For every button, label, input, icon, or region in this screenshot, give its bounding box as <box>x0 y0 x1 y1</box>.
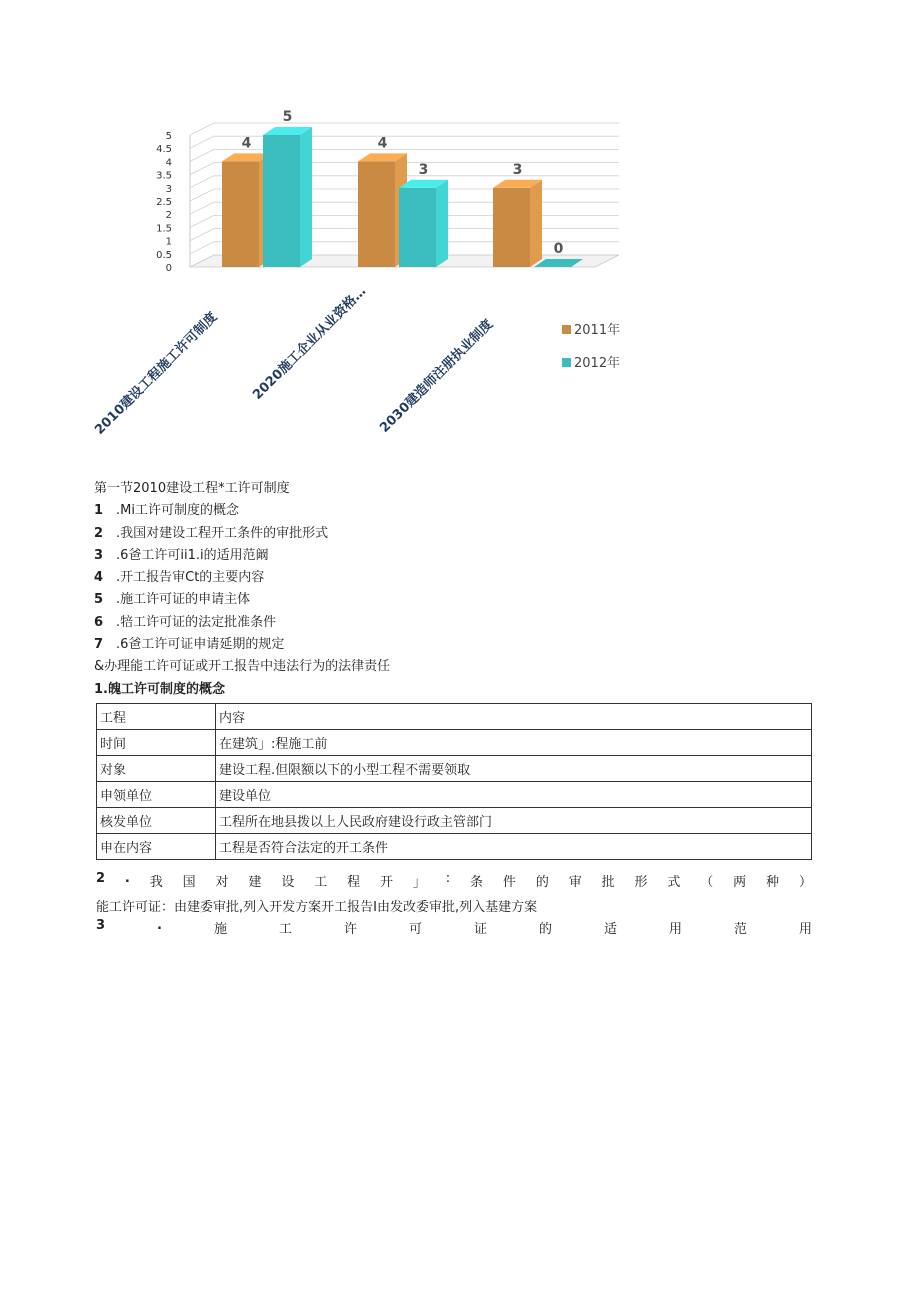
title-char: 施 <box>213 922 227 937</box>
title-char: 建 <box>248 875 262 890</box>
x-tick-label: 2020施工企业从业资格… <box>250 283 370 403</box>
data-label: 4 <box>241 135 252 152</box>
y-tick-label: 4.5 <box>156 144 172 156</box>
toc-number: 3 <box>94 547 104 563</box>
title-char: . <box>157 918 162 933</box>
bar-side <box>300 127 312 267</box>
title-char: 条 <box>470 875 484 890</box>
table-cell-content: 在建筑」:程施工前 <box>216 730 812 756</box>
toc-item <box>94 589 814 611</box>
title-char: 适 <box>603 922 617 937</box>
title-char: 」 <box>412 875 426 890</box>
toc-item <box>94 634 814 656</box>
data-label: 3 <box>418 161 429 178</box>
title-char: 3 <box>96 918 106 933</box>
title-char: 国 <box>182 875 196 890</box>
gridline <box>190 136 619 148</box>
title-char: 的 <box>535 875 549 890</box>
title-char: 对 <box>215 875 229 890</box>
title-char: 许 <box>343 922 357 937</box>
y-tick-label: 0 <box>165 263 172 274</box>
y-tick-label: 0.5 <box>156 249 172 261</box>
legend-label: 2011年 <box>574 323 621 338</box>
table-cell-item: 申在内容 <box>97 834 216 860</box>
table-row <box>97 808 812 834</box>
toc-text: .我国对建设工程开工条件的审批形式 <box>116 525 329 541</box>
table-row <box>97 834 812 860</box>
title-char: ） <box>798 875 812 890</box>
data-label: 5 <box>282 109 293 125</box>
table-row <box>97 782 812 808</box>
table-cell-content: 工程是否符合法定的开工条件 <box>216 834 812 860</box>
table-cell-item: 申领单位 <box>97 782 216 808</box>
title-char: （ <box>700 875 714 890</box>
gridline <box>190 123 619 135</box>
section-2-body: 能工许可证：由建委审批,列入开发方案开工报告I由发改委审批,列入基建方案 <box>96 900 538 915</box>
chart-legend <box>562 322 620 371</box>
toc-number: 1 <box>94 503 104 519</box>
toc-text: .6爸工许可证申请延期的规定 <box>116 637 285 653</box>
title-char: 式 <box>667 875 681 890</box>
bar <box>263 135 300 267</box>
x-axis-labels <box>92 283 497 438</box>
title-char: 用 <box>798 922 812 937</box>
title-char: 批 <box>601 875 615 890</box>
title-char: 2 <box>96 871 106 886</box>
title-char: 形 <box>634 875 648 890</box>
table-cell-item: 时间 <box>97 730 216 756</box>
data-label: 3 <box>512 161 523 178</box>
y-tick-label: 3 <box>165 183 172 195</box>
concept-table <box>96 703 812 860</box>
document-body <box>94 478 814 701</box>
bar <box>399 188 436 267</box>
title-char: 可 <box>408 922 422 937</box>
toc-number: 7 <box>94 637 104 653</box>
toc-text: .6爸工许可ii1.i的适用范阚 <box>116 547 269 563</box>
toc-item <box>94 612 814 634</box>
title-char: 程 <box>347 875 361 890</box>
title-char: 我 <box>149 875 163 890</box>
toc-text: .犃工许可证的法定批准条件 <box>116 614 277 630</box>
toc-number: 6 <box>94 614 104 630</box>
x-tick-label: 2010建设工程施工许可制度 <box>92 309 221 438</box>
toc-number: 4 <box>94 570 104 586</box>
toc-text: .施工许可证的申请主体 <box>116 592 251 608</box>
title-char: 工 <box>314 875 328 890</box>
legend-swatch <box>562 325 571 334</box>
data-label: 4 <box>377 135 388 152</box>
y-tick-label: 3.5 <box>156 170 172 182</box>
legend-swatch <box>562 358 571 367</box>
toc-number: 2 <box>94 525 104 541</box>
x-tick-label: 2030建造师注册执业制度 <box>377 316 497 436</box>
chart-bars <box>222 109 583 267</box>
bar-side <box>436 180 448 267</box>
bar-side <box>530 180 542 267</box>
toc-item-8: &办理能工许可证或开工报告中违法行为的法律责任 <box>94 659 391 675</box>
table-cell-item: 核发单位 <box>97 808 216 834</box>
title-char: 的 <box>538 922 552 937</box>
table-cell-item: 工程 <box>97 704 216 730</box>
bar <box>493 188 530 267</box>
toc-number: 5 <box>94 592 104 608</box>
y-tick-label: 4 <box>165 157 172 169</box>
toc-item <box>94 500 814 522</box>
title-char: 证 <box>473 922 487 937</box>
table-row <box>97 756 812 782</box>
toc-item <box>94 523 814 545</box>
toc-text: .Mi工许可制度的概念 <box>116 503 239 519</box>
title-char: . <box>124 871 130 886</box>
toc-list <box>94 500 814 656</box>
legend-label: 2012年 <box>574 356 621 371</box>
section-1-title: 1.魄工许可制度的概念 <box>94 681 225 697</box>
bar <box>222 161 259 267</box>
bar-chart <box>90 95 650 455</box>
y-tick-label: 1 <box>165 236 172 248</box>
bar <box>358 161 395 267</box>
section-2-title <box>96 871 812 890</box>
table-row <box>97 704 812 730</box>
title-char: : <box>445 871 451 886</box>
title-char: 种 <box>766 875 780 890</box>
title-char: 工 <box>278 922 292 937</box>
title-char: 用 <box>668 922 682 937</box>
title-char: 两 <box>733 875 747 890</box>
table-cell-content: 建设工程.但限额以下的小型工程不需要领取 <box>216 756 812 782</box>
y-axis-ticks <box>156 131 172 274</box>
title-char: 范 <box>733 922 747 937</box>
data-label: 0 <box>553 241 564 257</box>
table-cell-content: 建设单位 <box>216 782 812 808</box>
title-char: 审 <box>568 875 582 890</box>
table-cell-item: 对象 <box>97 756 216 782</box>
section-3-title <box>96 918 812 937</box>
y-tick-label: 5 <box>165 131 172 142</box>
y-tick-label: 2 <box>165 210 172 222</box>
table-cell-content: 内容 <box>216 704 812 730</box>
toc-item <box>94 567 814 589</box>
title-char: 设 <box>281 875 295 890</box>
table-cell-content: 工程所在地县拨以上人民政府建设行政主管部门 <box>216 808 812 834</box>
title-char: 件 <box>502 875 516 890</box>
y-tick-label: 1.5 <box>156 223 172 235</box>
title-char: 开 <box>379 875 393 890</box>
y-tick-label: 2.5 <box>156 197 172 208</box>
toc-item <box>94 545 814 567</box>
table-row <box>97 730 812 756</box>
section-heading: 第一节2010建设工程*工许可制度 <box>94 481 290 496</box>
toc-text: .开工报告审Ct的主要内容 <box>116 570 265 586</box>
